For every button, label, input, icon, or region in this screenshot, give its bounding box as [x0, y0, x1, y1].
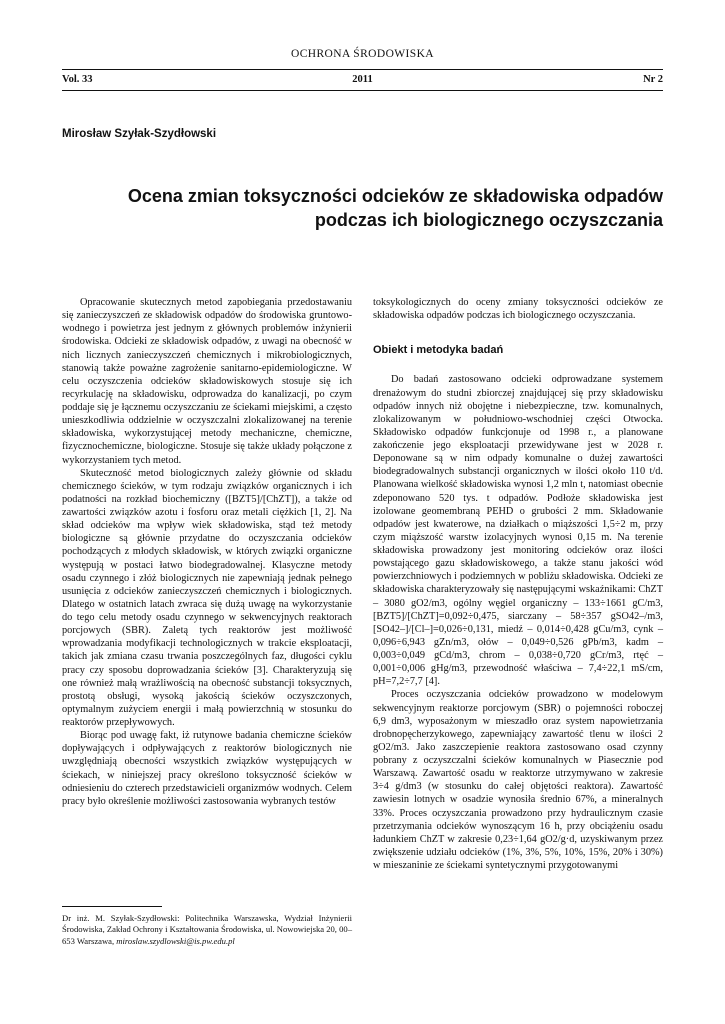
right-column — [373, 296, 663, 872]
journal-name: OCHRONA ŚRODOWISKA — [291, 48, 434, 60]
section-heading: Obiekt i metodyka badań — [373, 344, 504, 357]
volume: Vol. 33 — [62, 74, 93, 85]
article-title — [62, 184, 663, 232]
paragraph: Skuteczność metod biologicznych zależy głównie od składu chemicznego ścieków, w tym rodzaju związków organicznych i ich podatności na rozkład biochemiczny ([BZT5]/[ChZT]), a także od zawartości związków azotu i fosforu oraz metali ciężkich [1, 2]. Na skład odcieków ma wpływ wiek składowiska, stąd też metody biologiczne są głównie przydatne do oczyszczania odcieków pochodzących z młodych składowisk, w których związki organiczne występują w postaci łatwo biodegradowalnej. Klasyczne metody osadu czynnego i złóż biologicznych nie zapewniają jednak pełnego usunięcia z odcieków zanieczyszczeń chemicznych i biologicznych. Dlatego w ostatnich latach zwraca się dużą uwagę na wykorzystanie do tego celu metody osadu czynnego w sekwencyjnych reaktorach porcjowych (SBR). Zaletą tych reaktorów jest możliwość wprowadzania modyfikacji technologicznych w trakcie eksploatacji, takich jak zmiana czasu trwania poszczególnych faz, długości cyklu pracy czy sposobu doprowadzania ścieków [3]. Charakteryzują się one również małą wrażliwością na obecność substancji toksycznych, prostotą obsługi, wysoką jakością ścieków oczyszczonych, optymalnym zużyciem energii i małą powierzchnią w stosunku do reaktorów przepływowych. — [62, 467, 352, 728]
header-rule-bottom — [62, 90, 663, 91]
paragraph: Proces oczyszczania odcieków prowadzono w modelowym sekwencyjnym reaktorze porcjowym (SBR) o pojemności roboczej 6,9 dm3, wyposażonym w mieszadło oraz system napowietrzania drobnopęcherzykowego, zapewniający zawartość tlenu w ilości 2 gO2/m3. Jako zaszczepienie reaktora zastosowano osad czynny pobrany z oczyszczalni ścieków komunalnych w Piasecznie pod Warszawą. Zawartość osadu w reaktorze utrzymywano w zakresie 3÷4 g/dm3 (w stosunku do całej objętości reaktora). Zawartość zawiesin lotnych w osadzie wynosiła średnio 67%, a mineralnych 33%. Proces oczyszczania prowadzono przy hydraulicznym czasie przetrzymania odcieków wynoszącym 16 h, przy obciążeniu osadu ładunkiem ChZT w zakresie 0,23÷1,64 gO2/g·d, uzyskiwanym przez zwiększenie udziału odcieków (1%, 3%, 5%, 10%, 15%, 20% i 30%) w mieszaninie ze ściekami syntetycznymi przygotowanymi — [373, 689, 663, 871]
left-column — [62, 296, 352, 808]
author-name: Mirosław Szyłak-Szydłowski — [62, 128, 217, 140]
paragraph: Biorąc pod uwagę fakt, iż rutynowe badania chemiczne ścieków dopływających i odpływających z reaktorów biologicznych nie uwzględniają obecności wszystkich związków występujących w ściekach, w niniejszej pracy określono toksyczność ścieków w odniesieniu do czterech przedstawicieli organizmów wodnych. Celem pracy było określenie możliwości zastosowania wybranych testów — [62, 730, 352, 807]
header-rule-top — [62, 69, 663, 70]
paragraph: Do badań zastosowano odcieki odprowadzane systemem drenażowym do studni zbiorczej znajdującej się przy składowisku odpadów innych niż obojętne i niebezpieczne, tzw. komunalnych, zlokalizowanym w południowo-wschodniej części Otwocka. Składowisko odpadów funkcjonuje od 1998 r., a planowane zakończenie jego eksploatacji przewidywane jest w 2028 r. Deponowane są w nim odpady komunalne o dużej zawartości biodegradowalnych substancji organicznych w ilości około 110 t/d. Planowana wielkość składowiska wynosi 1,2 mln t, natomiast obecnie zdeponowano 520 tys. t odpadów. Podłoże składowiska jest izolowane geomembraną PEHD o grubości 2 mm. Składowanie odpadów jest kwaterowe, na działkach o miąższości 1,5÷2 m, przy czym miąższość warstw izolacyjnych wynosi 0,15 m. Na terenie składowiska prowadzony jest monitoring odcieków oraz ilości powstającego gazu składowiskowego, a także stanu jakości wód powierzchniowych i podziemnych w pobliżu składowiska. Odcieki ze składowiska charakteryzowały się następującymi wskaźnikami: ChZT – 3080 gO2/m3, ogólny węgiel organiczny – 133÷1661 gC/m3, [BZT5]/[ChZT]=0,092÷0,475, siarczany – 58÷357 gSO42–/m3, [SO42–]/[Cl–]=0,026÷0,131, miedź – 0,014÷0,428 gCu/m3, cynk – 0,096÷6,943 gZn/m3, ołów – 0,049÷0,526 gPb/m3, kadm – 0,003÷0,049 gCd/m3, chrom – 0,038÷0,720 gCr/m3, rtęć – 0,001÷0,006 gHg/m3, przewodność właściwa – 7,4÷22,1 mS/cm, pH=7,2÷7,7 [4]. — [373, 374, 663, 688]
volume-row — [62, 74, 663, 88]
year: 2011 — [352, 74, 373, 85]
title-line-1: Ocena zmian toksyczności odcieków ze składowiska odpadów — [127, 186, 663, 206]
footnote-text: Dr inż. M. Szyłak-Szydłowski: Politechnika Warszawska, Wydział Inżynierii Środowiska, Zakład Ochrony i Kształtowania Środowiska, ul. Nowowiejska 20, 00–653 Warszawa, — [62, 913, 352, 946]
author-footnote — [62, 913, 352, 947]
paragraph: Opracowanie skutecznych metod zapobiegania przedostawaniu się zanieczyszczeń ze składowisk odpadów do środowiska gruntowo-wodnego i powietrza jest jednym z głównych problemów inżynierii środowiska. Odcieki ze składowisk odpadów, z uwagi na obecność w nich licznych zanieczyszczeń chemicznych i mikrobiologicznych, stanowią także poważne zagrożenie sanitarno-epidemiologiczne. W celu oczyszczenia odcieków składowiskowych stosuje się ich recyrkulację na składowisku, odprowadza do kanalizacji, po czym poddaje się je łącznemu oczyszczaniu ze ściekami miejskimi, a często unieszkodliwia oddzielnie w oczyszczalni zlokalizowanej na terenie składowiska, wykorzystującej metody mechaniczne, chemiczne, fizycznochemiczne, biologiczne. Stosuje się także układy połączone z wykorzystaniem tych metod. — [62, 297, 352, 466]
paragraph-continued: toksykologicznych do oceny zmiany toksyczności odcieków ze składowiska odpadów podczas ich biologicznego oczyszczania. — [373, 297, 663, 322]
footnote-rule — [62, 906, 162, 907]
issue-number: Nr 2 — [643, 74, 663, 85]
author-email[interactable]: miroslaw.szydlowski@is.pw.edu.pl — [116, 935, 235, 946]
title-line-2: podczas ich biologicznego oczyszczania — [314, 210, 663, 230]
